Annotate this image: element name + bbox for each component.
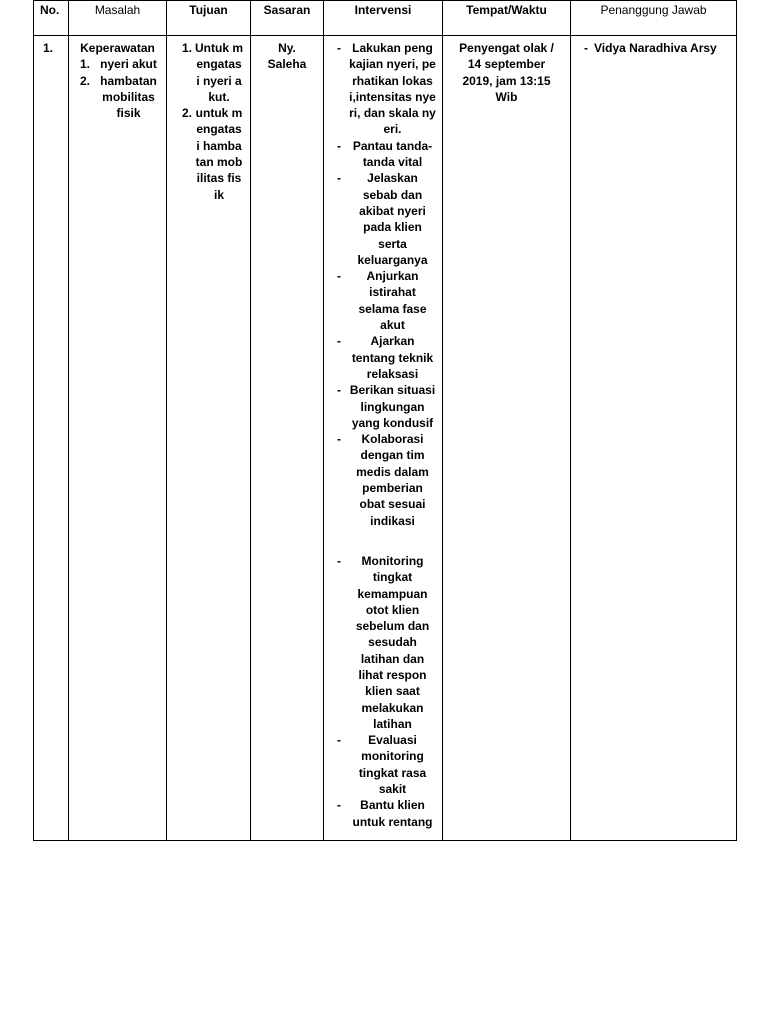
list-item xyxy=(72,56,163,72)
bullet-dash: - xyxy=(337,41,341,55)
cell-no: 1. xyxy=(34,36,69,841)
header-sasaran: Sasaran xyxy=(251,1,324,36)
bullet-dash: - xyxy=(337,171,341,186)
list-item xyxy=(574,40,733,56)
bullet-dash: - xyxy=(337,138,341,153)
spacer xyxy=(327,529,439,553)
list-item xyxy=(170,105,247,203)
list-item xyxy=(327,431,439,529)
cell-tempat-waktu: Penyengat olak / 14 september 2019, jam 13:15 Wib xyxy=(443,36,571,841)
list-item xyxy=(327,553,439,732)
intervensi-text: Ajarkan tentang teknik relaksasi xyxy=(351,334,434,381)
tujuan-number: 2. xyxy=(182,106,193,121)
header-no: No. xyxy=(34,1,69,36)
masalah-title: Keperawatan xyxy=(80,41,155,55)
list-item xyxy=(327,170,439,268)
bullet-dash: - xyxy=(337,269,341,284)
list-item xyxy=(327,268,439,333)
tujuan-number: 1. xyxy=(182,41,193,55)
cell-tujuan xyxy=(167,36,251,841)
header-tujuan: Tujuan xyxy=(167,1,251,36)
cell-penanggung-jawab xyxy=(571,36,737,841)
care-plan-table xyxy=(33,0,737,841)
intervensi-text: Kolaborasi dengan tim medis dalam pemberian obat sesuai indikasi xyxy=(356,432,429,528)
intervensi-text: Pantau tanda-tanda vital xyxy=(352,138,433,170)
cell-intervensi xyxy=(324,36,443,841)
masalah-text: hambatan mobilitas fisik xyxy=(100,73,157,121)
cell-sasaran: Ny. Saleha xyxy=(251,36,324,841)
table-row xyxy=(34,36,737,841)
list-item xyxy=(327,138,439,171)
bullet-dash: - xyxy=(337,383,341,398)
intervensi-text: Bantu klien untuk rentang xyxy=(352,798,433,829)
bullet-dash: - xyxy=(337,733,341,748)
header-row xyxy=(34,1,737,36)
penanggung-jawab-name: Vidya Naradhiva Arsy xyxy=(594,41,717,55)
tujuan-text: Untuk mengatasi nyeri akut. xyxy=(195,41,243,104)
bullet-dash: - xyxy=(337,432,341,447)
list-item xyxy=(327,40,439,138)
header-tempat-waktu: Tempat/Waktu xyxy=(443,1,571,36)
intervensi-text: Anjurkan istirahat selama fase akut xyxy=(358,269,427,333)
bullet-dash: - xyxy=(337,553,341,568)
masalah-number: 1. xyxy=(80,57,91,72)
intervensi-text: Jelaskan sebab dan akibat nyeri pada klien serta keluarganya xyxy=(357,171,428,267)
intervensi-text: Lakukan pengkajian nyeri, perhatikan lokasi,intensitas nyeri, dan skala nyeri. xyxy=(349,41,436,137)
list-item xyxy=(327,797,439,830)
masalah-text: nyeri akut xyxy=(100,57,157,72)
bullet-dash: - xyxy=(337,798,341,813)
list-item xyxy=(327,382,439,431)
list-item xyxy=(327,333,439,382)
header-penanggung-jawab: Penanggung Jawab xyxy=(571,1,737,36)
cell-masalah xyxy=(69,36,167,841)
list-item xyxy=(72,73,163,122)
header-masalah: Masalah xyxy=(69,1,167,36)
list-item xyxy=(327,732,439,797)
masalah-number: 2. xyxy=(80,73,91,88)
intervensi-text: Berikan situasi lingkungan yang kondusif xyxy=(349,383,436,430)
tujuan-text: untuk mengatasi hambatan mobilitas fisik xyxy=(195,106,243,202)
bullet-dash: - xyxy=(584,41,588,55)
bullet-dash: - xyxy=(337,334,341,349)
intervensi-text: Monitoring tingkat kemampuan otot klien sebelum dan sesudah latihan dan lihat respon klien saat melakukan latihan xyxy=(355,553,430,731)
list-item xyxy=(170,40,247,105)
intervensi-text: Evaluasi monitoring tingkat rasa sakit xyxy=(358,733,427,797)
header-intervensi: Intervensi xyxy=(324,1,443,36)
